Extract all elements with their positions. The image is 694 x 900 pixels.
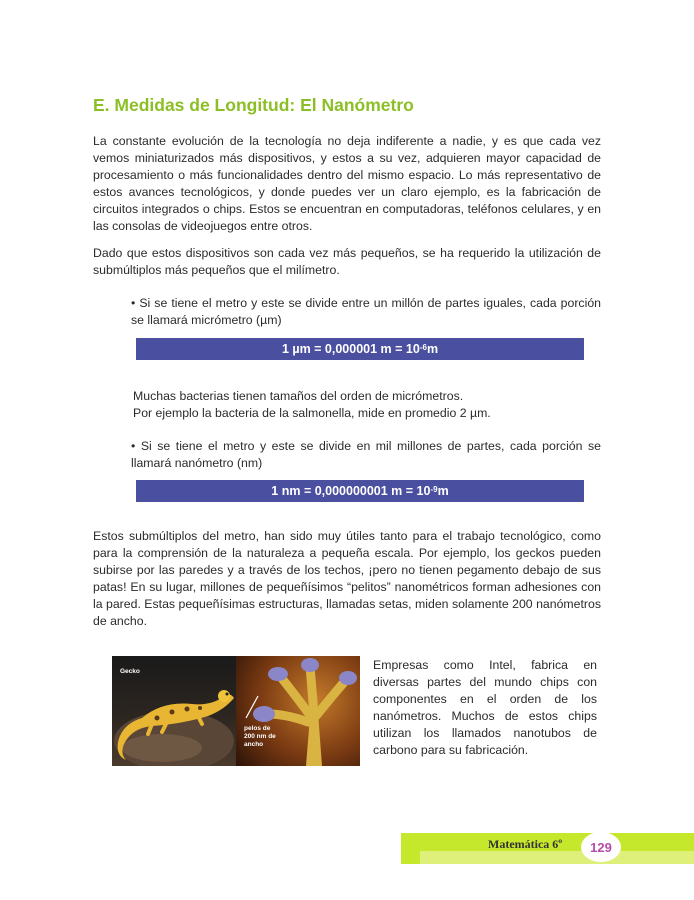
gecko-foot-illustration [236, 656, 360, 766]
hair-size-label-line-2: 200 nm de [244, 733, 276, 740]
gecko-photo [112, 656, 360, 766]
intel-paragraph: Empresas como Intel, fabrica en diversas partes del mundo chips con componentes en el orden de los nanómetros. Muchos de estos chips utilizan los llamados nanotubos de carbono para su fabricación. [373, 658, 597, 757]
bullet-nanometer: • Si se tiene el metro y este se divide en mil millones de partes, cada porción se llamará nanómetro (nm) [131, 439, 601, 470]
footer-subject: Matemática 6º [488, 837, 563, 851]
formula-bar-nanometer [136, 480, 584, 502]
formula-micrometer-unit: m [426, 342, 439, 356]
intro-paragraph: La constante evolución de la tecnología no deja indiferente a nadie, y es que cada vez vemos miniaturizados más dispositivos, y estos a su vez, adquieren mayor capacidad de procesamiento o más funcionalidades dentro del mismo espacio. Lo más representativo de estos avances tecnológicos, y donde puedes ver un claro ejemplo, es la fabricación de circuitos integrados o chips. Estos se encuentran en computadoras, teléfonos celulares, y en las consolas de videojuegos entre otros. [93, 134, 601, 233]
footer-band-accent [420, 851, 694, 864]
formula-bar-micrometer [136, 338, 584, 360]
hair-size-label-line-3: ancho [244, 741, 264, 748]
hair-size-label-line-1: pelos de [244, 725, 271, 732]
bacteria-line-1: Muchas bacterias tienen tamaños del orden de micrómetros. [133, 389, 464, 403]
section-title: E. Medidas de Longitud: El Nanómetro [93, 95, 414, 115]
gecko-label: Gecko [120, 668, 140, 675]
formula-nanometer-main: 1 nm = 0,000000001 m = 10 [271, 484, 431, 498]
page-number: 129 [581, 832, 621, 862]
formula-micrometer-main: 1 µm = 0,000001 m = 10 [281, 342, 420, 356]
bacteria-line-2: Por ejemplo la bacteria de la salmonella, mide en promedio 2 µm. [133, 406, 491, 420]
submultiples-paragraph: Dado que estos dispositivos son cada vez más pequeños, se ha requerido la utilización de submúltiplos más pequeños que el milímetro. [93, 246, 601, 277]
formula-micrometer-exponent: -6 [419, 342, 427, 352]
gecko-photo-body [112, 656, 236, 766]
geckos-paragraph: Estos submúltiplos del metro, han sido muy útiles tanto para el trabajo tecnológico, como para la comprensión de la naturaleza a pequeña escala. Por ejemplo, los geckos pueden subirse por las paredes y a través de los techos, ¡pero no tienen pegamento debajo de sus patas! En su lugar, millones de pequeñísimos “pelitos” nanométricos forman adhesiones con la pared. Estas pequeñísimas estructuras, llamadas setas, miden solamente 200 nanómetros de ancho. [93, 529, 601, 628]
gecko-foot-closeup [236, 656, 360, 766]
formula-nanometer-exponent: -9 [430, 484, 438, 494]
formula-nanometer-unit: m [437, 484, 449, 498]
bullet-micrometer: • Si se tiene el metro y este se divide entre un millón de partes iguales, cada porción se llamará micrómetro (µm) [131, 296, 601, 327]
